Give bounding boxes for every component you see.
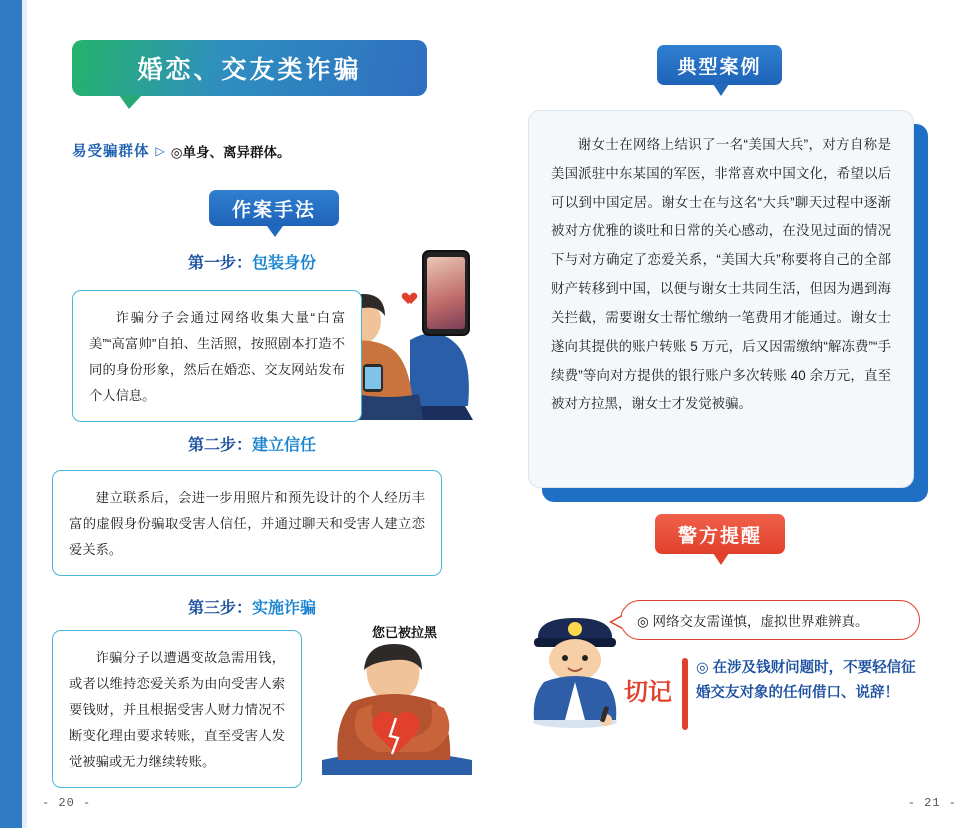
section-tag-case-label: 典型案例 <box>677 56 762 78</box>
page-number-left: - 20 - <box>42 796 92 810</box>
remember-text: 切记 <box>624 680 672 706</box>
section-tag-method-label: 作案手法 <box>231 199 316 221</box>
police-tip-text: ◎ 网络交友需谨慎，虚拟世界难辨真。 <box>637 614 869 629</box>
section-tag-method <box>209 190 339 226</box>
page-title: 婚恋、交友类诈骗 <box>137 57 362 84</box>
step-2-name: 建立信任 <box>252 437 317 454</box>
step-3-name: 实施诈骗 <box>252 600 317 617</box>
step-2-body: 建立联系后，会进一步用照片和预先设计的个人经历丰富的虚假身份骗取受害人信任，并通过聊天和受害人建立恋爱关系。 <box>69 490 425 557</box>
title-banner-tail <box>119 95 142 109</box>
heartbroken-svg <box>322 640 477 775</box>
case-text-panel <box>528 110 914 488</box>
remember-body: ◎ 在涉及钱财问题时，不要轻信征婚交友对象的任何借口、说辞！ <box>696 660 916 702</box>
victims-label: 易受骗群体 <box>72 144 150 160</box>
red-divider <box>682 658 688 730</box>
heart-icon <box>400 288 412 300</box>
step-2-number: 第二步： <box>187 437 252 454</box>
blocked-label: 您已被拉黑 <box>372 625 438 640</box>
victims-text: ◎单身、离异群体。 <box>170 144 291 160</box>
illustration-heartbroken-man <box>322 640 477 775</box>
step-1-title <box>52 250 452 273</box>
tag-tail <box>713 553 729 565</box>
step-3-number: 第三步： <box>187 600 252 617</box>
step-3-card <box>52 630 302 788</box>
victims-line <box>72 140 462 161</box>
tag-tail <box>713 84 729 96</box>
triangle-right-icon: ▷ <box>155 143 165 158</box>
right-page <box>500 0 972 828</box>
section-tag-police-label: 警方提醒 <box>677 525 762 547</box>
phone-profile-photo <box>422 250 470 336</box>
step-1-body: 诈骗分子会通过网络收集大量“白富美”“高富帅”自拍、生活照，按照剧本打造不同的身份形象，然后在婚恋、交友网站发布个人信息。 <box>89 310 345 403</box>
police-tip-bubble <box>620 600 920 640</box>
step-1-name: 包装身份 <box>252 255 317 272</box>
section-tag-case <box>657 45 782 85</box>
step-2-title <box>52 432 452 455</box>
phone-screen <box>427 257 465 329</box>
step-3-title <box>52 595 452 618</box>
page-title-banner <box>72 40 427 96</box>
remember-badge <box>618 658 678 728</box>
page-spine <box>0 0 22 828</box>
step-2-card <box>52 470 442 576</box>
page-number-right: - 21 - <box>907 796 957 810</box>
left-page <box>27 0 477 828</box>
step-1-card <box>72 290 362 422</box>
case-body: 谢女士在网络上结识了一名“美国大兵”，对方自称是美国派驻中东某国的军医，非常喜欢中国文化，希望以后可以到中国定居。谢女士在与这名“大兵”聊天过程中逐渐被对方优雅的谈吐和日常的关心感动，在没见过面的情况下与对方确定了恋爱关系，“美国大兵”称要将自己的全部财产转移到中国，以便与谢女士共同生活，但因为遇到海关拦截，需要谢女士帮忙缴纳一笔费用才能通过。谢女士遂向其提供的账户转账 5 万元，后又因需缴纳“解冻费”“手续费”等向对方提供的银行账户多次转账 40 余万元，直至被对方拉黑，谢女士才发觉被骗。 <box>551 137 891 412</box>
section-tag-police <box>655 514 785 554</box>
case-box <box>528 110 918 490</box>
step-3-body: 诈骗分子以遭遇变故急需用钱，或者以维持恋爱关系为由向受害人索要钱财，并且根据受害人财力情况不断变化理由要求转账，直至受害人发觉被骗或无力继续转账。 <box>69 650 285 769</box>
tag-tail <box>267 226 283 237</box>
step-1-number: 第一步： <box>187 255 252 272</box>
